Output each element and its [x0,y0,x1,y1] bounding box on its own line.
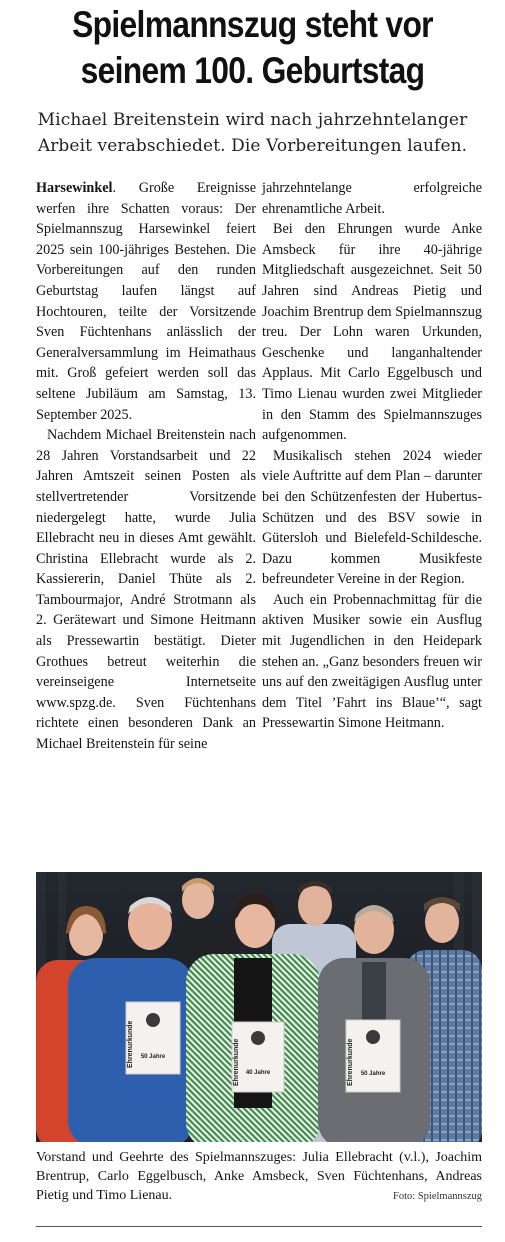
bottom-divider [36,1226,482,1227]
group-photo-illustration [36,872,482,1142]
article-paragraph: Auch ein Probennachmittag für die aktiven Musiker sowie ein Ausflug mit Jugendlichen in den Heidepark stehen an. „Ganz besonders freuen wir uns auf den zweitägigen Ausflug unter dem Titel ’Fahrt ins Blaue’“, sagt Pressewartin Simone Heitmann. [262,591,482,732]
svg-text:Ehrenurkunde: Ehrenurkunde [127,1020,134,1068]
svg-text:Ehrenurkunde: Ehrenurkunde [233,1038,240,1086]
certificate-right [346,1020,400,1092]
dateline: Harsewinkel [36,180,113,196]
group-photo [36,872,482,1142]
photo-caption: Vorstand und Geehrte des Spielmannszuges: Julia Ellebracht (v.l.), Joachim Brentrup, Carlo Eggelbusch, Anke Amsbeck, Sven Füchtenhans, Andreas Pietig und Timo Lienau. [36,1150,482,1203]
article-column-left [36,178,256,755]
article-paragraph: Nachdem Michael Breitenstein nach 28 Jahren Vorstandsarbeit und 22 Jahren Amtszeit seinen Posten als stellvertretender Vorsitzende niedergelegt hatte, wurde Julia Ellebracht neu in dieses Amt gewählt. Christina Ellebracht wurde als 2. Kassiererin, Daniel Thüte als 2. Tambourmajor, André Strotmann als 2. Gerätewart und Simone Heitmann als Pressewartin bestätigt. Dieter Grothues betreut weiterhin die vereinseigene Internetseite www.spzg.de. Sven Füchtenhans richtete einen besonderen Dank an Michael Breitenstein für seine [36,427,256,753]
certificate-center [232,1022,284,1092]
subheadline-line-1: Michael Breitenstein wird nach jahrzehntelanger [37,110,468,130]
certificate-left [126,1002,180,1074]
svg-text:Ehrenurkunde: Ehrenurkunde [347,1038,354,1086]
subheadline-line-2: Arbeit verabschiedet. Die Vorbereitungen laufen. [37,136,468,156]
svg-text:50 Jahre: 50 Jahre [360,1071,386,1077]
article-column-right [262,178,482,734]
headline-line-1: Spielmannszug steht vor [72,4,433,45]
photo-credit: Foto: Spielmannszug [393,1191,482,1202]
headline-line-2: seinem 100. Geburtstag [80,50,425,91]
subheadline [20,107,485,159]
article-paragraph: Musikalisch stehen 2024 wieder viele Auftritte auf dem Plan – darunter bei den Schützenfesten der Hubertus-Schützen und des BSV sowie in Gütersloh und Bielefeld-Schildesche. Dazu kommen Musikfeste befreundeter Vereine in der Region. [262,447,482,588]
headline [46,2,460,94]
svg-text:40 Jahre: 40 Jahre [245,1070,271,1076]
article-paragraph: Bei den Ehrungen wurde Anke Amsbeck für ihre 40-jährige Mitgliedschaft ausgezeichnet. Seit 50 Jahren sind Andreas Pietig und Joachim Brentrup dem Spielmannszug treu. Der Lohn waren Urkunden, Geschenke und langanhaltender Applaus. Mit Carlo Eggelbusch und Timo Lienau wurden zwei Mitglieder in den Stamm des Spielmannszuges aufgenommen. [262,221,482,444]
article-paragraph [36,178,256,425]
paragraph-text: . Große Ereignisse werfen ihre Schatten voraus: Der Spielmannszug Harsewinkel feiert 2025 sein 100-jähriges Bestehen. Die Vorbereitungen auf den runden Geburtstag laufen längst auf Hochtouren, teilte der Vorsitzende Sven Füchtenhans anlässlich der Generalversammlung im Heimathaus mit. Groß gefeiert werden soll das seltene Jubiläum am Samstag, 13. September 2025. [36,180,256,423]
svg-text:50 Jahre: 50 Jahre [140,1054,166,1060]
article-paragraph: jahrzehntelange erfolgreiche ehrenamtliche Arbeit. [262,180,482,217]
